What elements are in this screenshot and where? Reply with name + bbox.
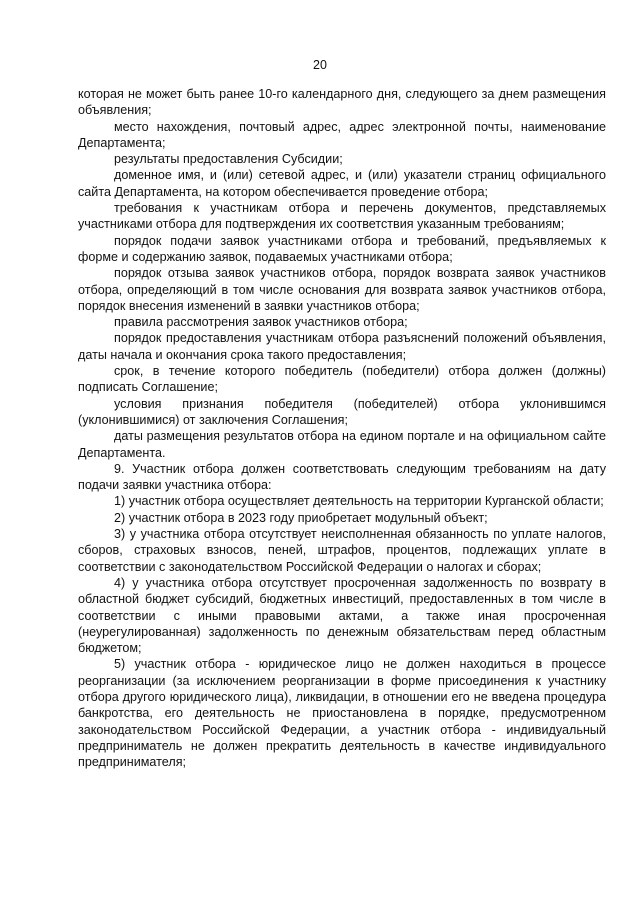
list-item-submission-order: порядок подачи заявок участниками отбора и требований, предъявляемых к форме и содержанию заявок, подаваемых участниками отбора; xyxy=(78,233,606,264)
requirement-1: 1) участник отбора осуществляет деятельность на территории Курганской области; xyxy=(114,494,604,509)
list-item-domain: доменное имя, и (или) сетевой адрес, и (или) указатели страниц официального сайта Департамента, на котором обеспечивается проведение отбора; xyxy=(78,168,606,199)
list-item-withdrawal-order: порядок отзыва заявок участников отбора, порядок возврата заявок участников отбора, определяющий в том числе основания для возврата заявок участников отбора, порядок внесения изменений в заявки участников отбора; xyxy=(78,266,606,313)
list-item-requirements: требования к участникам отбора и перечень документов, представляемых участниками отбора для подтверждения их соответствия указанным требованиям; xyxy=(78,201,606,232)
requirement-3: 3) у участника отбора отсутствует неисполненная обязанность по уплате налогов, сборов, страховых взносов, пеней, штрафов, процентов, подлежащих уплате в соответствии с законодательством Российской Федерации о налогах и сборах; xyxy=(78,527,606,574)
requirement-4: 4) у участника отбора отсутствует просроченная задолженность по возврату в областной бюджет субсидий, бюджетных инвестиций, предоставленных в том числе в соответствии с иными правовыми актами, а также иная просроченная (неурегулированная) задолженность по денежным обязательствам перед областным бюджетом; xyxy=(78,575,606,656)
list-item-signing-term: срок, в течение которого победитель (победители) отбора должен (должны) подписать Соглашение; xyxy=(78,364,606,395)
paragraph-continuation: которая не может быть ранее 10-го календарного дня, следующего за днем размещения объявления; xyxy=(78,87,606,118)
list-item-review-rules: правила рассмотрения заявок участников отбора; xyxy=(114,315,408,330)
requirement-5: 5) участник отбора - юридическое лицо не должен находиться в процессе реорганизации (за исключением реорганизации в форме присоединения к участнику отбора другого юридического лица), ликвидации, в отношении его не введена процедура банкротства, его деятельность не приостановлена в порядке, предусмотренном законодательством Российской Федерации, а участник отбора - индивидуальный предприниматель не должен прекратить деятельность в качестве индивидуального предпринимателя; xyxy=(78,657,606,770)
section-9-heading: 9. Участник отбора должен соответствовать следующим требованиям на дату подачи заявки участника отбора: xyxy=(78,461,606,493)
list-item-location: место нахождения, почтовый адрес, адрес электронной почты, наименование Департамента; xyxy=(78,119,606,150)
document-body xyxy=(78,86,606,770)
page-number: 20 xyxy=(313,58,327,72)
list-item-evasion-conditions: условия признания победителя (победителей) отбора уклонившимся (уклонившимися) от заключения Соглашения; xyxy=(78,396,606,427)
requirement-2: 2) участник отбора в 2023 году приобретает модульный объект; xyxy=(114,510,488,525)
list-item-publication-dates: даты размещения результатов отбора на едином портале и на официальном сайте Департамента. xyxy=(78,429,606,460)
list-item-results: результаты предоставления Субсидии; xyxy=(114,152,343,167)
list-item-clarifications: порядок предоставления участникам отбора разъяснений положений объявления, даты начала и окончания срока такого предоставления; xyxy=(78,331,606,362)
